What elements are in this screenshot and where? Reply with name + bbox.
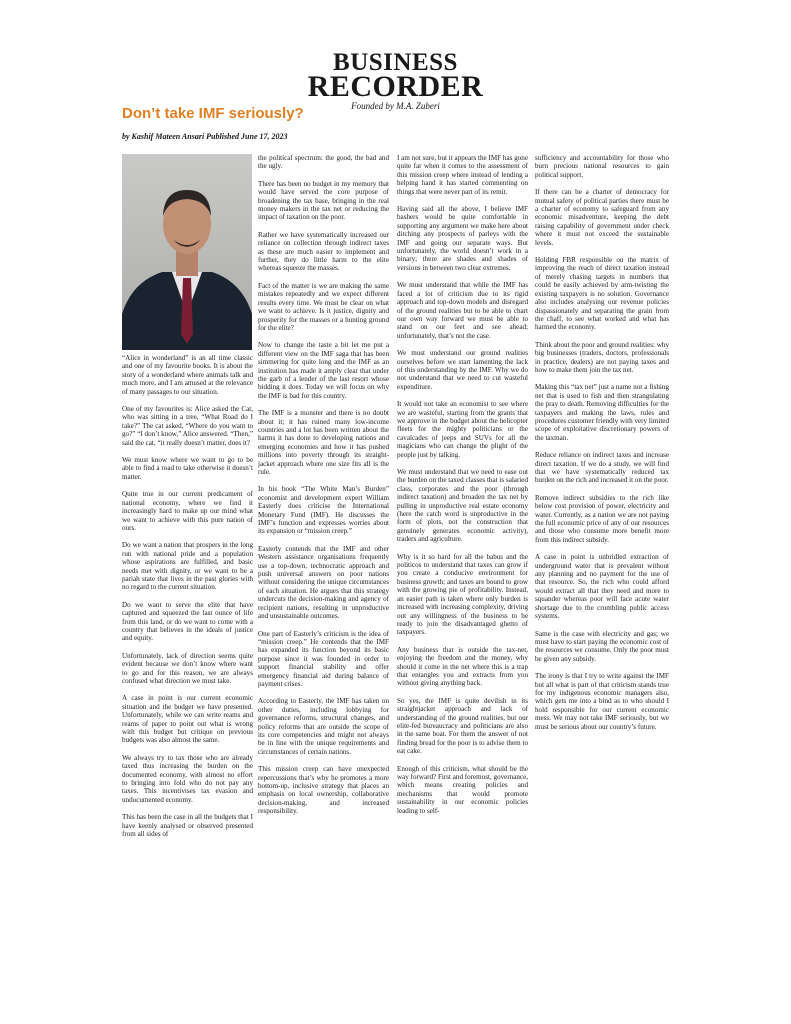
paragraph: Now to change the taste a bit let me put a different view on the IMF saga that has been simmering for quite long and the IMF as an institution has made it amply clear that under the garb of a lender of the last resort whose bidding it does. Today we will focus on why the IMF is bad for this country.: [258, 341, 389, 400]
paragraph: “Alice in wonderland” is an all time classic and one of my favourite books. It is about the story of a wonderland where animals talk and much more, and I am amused at the relevance of many passages to our situation.: [122, 354, 253, 396]
paragraph: Enough of this criticism, what should be the way forward? First and foremost, governance, which means creating policies and mechanisms that would promote sustainability in our economic policies leading to self-: [397, 764, 528, 815]
paragraph: Holding FBR responsible on the matrix of improving the reach of direct taxation instead of merely chasing targets in numbers that could be easily achieved by arm-twisting the existing taxpayers is no solution. Governance also includes analysing our revenue policies dispassionately and separating the grain from the chaff, to see what worked and what has harmed the economy.: [535, 256, 669, 332]
paragraph: A case in point is unbridled extraction of underground water that is prevalent without any planning and no payment for the use of that resource. So, the rich who could afford would extract all that they need and more to squander whereas poor will face acute water shortage due to the crumbling public access systems.: [535, 553, 669, 621]
paragraph: Why is it so hard for all the babus and the politicos to understand that taxes can grow if you create a conducive environment for business growth; and taxes are bound to grow with the growing pie of profitability. Instead, an easier path is taken where only burden is increased with increasing complexity, driving out any willingness of the business to be ready to join the disadvantaged ghetto of taxpayers.: [397, 552, 528, 637]
paragraph: This has been the case in all the budgets that I have keenly analysed or observed presented from all sides of: [122, 813, 253, 839]
article-column-1: [122, 354, 253, 848]
paragraph: So yes, the IMF is quite devilish in its straightjacket approach and lack of understanding of the ground realities, but our elite-fed bureaucracy and politicians are also in the same boat. For them the answer of not finding bread for the poor is to advise them to eat cake.: [397, 696, 528, 756]
article-byline: by Kashif Mateen Ansari Published June 17, 2023: [122, 132, 288, 141]
paragraph: We must know where we want to go to be able to find a road to take otherwise it doesn’t matter.: [122, 456, 253, 481]
paragraph: sufficiency and accountability for those who burn precious national resources to gain political support.: [535, 154, 669, 179]
paragraph: Unfortunately, lack of direction seems quite evident because we don’t know where want to go and for this reason, we are always confused what direction we must take.: [122, 651, 253, 685]
paragraph: We always try to tax those who are already taxed thus increasing the burden on the documented economy, with almost no effort to bringing into fold who do not pay any taxes. This incentivises tax evasion and undocumented economy.: [122, 753, 253, 804]
masthead: [0, 49, 791, 111]
paragraph: One part of Easterly’s criticism is the idea of “mission creep.” He contends that the IMF has expanded its function beyond its basic purpose since it was founded in order to support financial stability and offer emergency financial aid during balance of payment crises.: [258, 629, 389, 688]
paragraph: We must understand that while the IMF has faced a lot of criticism due to its rigid approach and top-down models and disregard of the ground realities but to be able to chart our own way forward we must be able to stand on our feet and see ahead; unfortunately, that’s not the case.: [397, 281, 528, 340]
paragraph: Think about the poor and ground realities: why big businesses (traders, doctors, professionals in practice, dealers) are not paying taxes and how to make them join the tax net.: [535, 340, 669, 374]
paragraph: Fact of the matter is we are making the same mistakes repeatedly and we expect different results every time. We must be clear on what we want to achieve. Is it justice, dignity and prosperity for the masses or a hunting ground for the elite?: [258, 281, 389, 332]
masthead-line-1: BUSINESS: [333, 49, 458, 76]
paragraph: Do we want a nation that prospers in the long run with national pride and a population whose aspirations are fulfilled, and basic needs met with dignity, or we want to be a pariah state that lives in the past glories with no regard to the current situation.: [122, 541, 253, 592]
paragraph: We must understand that we need to ease out the burden on the taxed classes that is salaried class, corporates and the poor (through indirect taxation) and broaden the tax net by pulling in unproductive real estate economy (here the catch word is unproductive in the form of plots, not the construction that genuinely generates economic activity), traders and agriculture.: [397, 468, 528, 544]
paragraph: We must understand our ground realities ourselves before we start lamenting the lack of this understanding by the IMF. Why we do not understand that we need to cut wasteful expenditure.: [397, 349, 528, 391]
paragraph: Easterly contends that the IMF and other Western assistance organisations frequently use a top-down, technocratic approach and push universal answers on poor nations without considering the unique circumstances of each situation. He argues that this strategy undercuts the decision-making and agency of recipient nations, resulting in unproductive and unsustainable outcomes.: [258, 544, 389, 621]
paragraph: Same is the case with electricity and gas; we must have to start paying the economic cost of the resources we consume. Only the poor must be given any subsidy.: [535, 629, 669, 663]
article-column-3: [397, 154, 528, 824]
paragraph: One of my favourites is: Alice asked the Cat, who was sitting in a tree, “What Road do I take?” The cat asked, “Where do you want to go?” “I don’t know,” Alice answered. “Then,” said the cat, “it really doesn’t matter, does it?: [122, 405, 253, 447]
paragraph: Reduce reliance on indirect taxes and increase direct taxation. If we do a study, we will find that we have systematically reduced tax burden on the rich and increased it on the poor.: [535, 451, 669, 485]
paragraph: According to Easterly, the IMF has taken on other duties, including lobbying for governance reforms, structural changes, and policy reforms that are outside the scope of its core competencies and might not always be in line with the unique requirements and circumstances of certain nations.: [258, 697, 389, 756]
author-portrait-icon: [122, 154, 252, 350]
paragraph: It would not take an economist to see where we are wasteful, starting from the grants that we approve in the budget about the helicopter fleets for the mighty politicians or the cavalcades of jeeps and SUVs for all the magicians who can change the plight of the people just by talking.: [397, 400, 528, 459]
paragraph: I am not sure, but it appears the IMF has gone quite far when it comes to the assessment of this mission creep where instead of lending a helping hand it has started commenting on things that were never part of its remit.: [397, 154, 528, 196]
paragraph: Having said all the above, I believe IMF bashers would be quite comfortable in supporting any argument we make here about ditching any prospects of parleys with the IMF and going our separate ways. But unfortunately, the world doesn’t work in a binary; there are shades and shades of versions in between two clear extremes.: [397, 205, 528, 272]
paragraph: The IMF is a monster and there is no doubt about it; it has ruined many low-income countries and a lot has been written about the harms it has done to developing nations and emerging economies and how it has pushed millions into poverty through its straight-jacket approach where one size fits all is the rule.: [258, 409, 389, 476]
article-headline: Don’t take IMF seriously?: [122, 105, 304, 122]
paragraph: the political spectrum: the good, the bad and the ugly.: [258, 154, 389, 171]
paragraph: A case in point is our current economic situation and the budget we have presented. Unfortunately, while we can write reams and reams of paper to point out what is wrong with this budget but critique on previous budgets was also almost the same.: [122, 694, 253, 745]
masthead-founded: Founded by M.A. Zuberi: [351, 101, 440, 111]
paragraph: Making this “tax net” just a name not a fishing net that is used to fish and then strangulating the pray to death. Removing difficulties for the taxpayers and making the laws, rules and procedures customer friendly with very limited scope of exploitative discretionary powers of the taxman.: [535, 383, 669, 442]
masthead-line-2: RECORDER: [307, 70, 484, 103]
paragraph: Remove indirect subsidies to the rich like below cost provision of power, electricity and water. Currently, as a nation we are not paying the full economic price of any of our resources and those who consume more benefit more from this indirect subsidy.: [535, 493, 669, 544]
paragraph: Quite true in our current predicament of national economy, where we find it increasingly hard to make up our mind what we want to achieve with this pure nation of ours.: [122, 490, 253, 532]
paragraph: Rather we have systematically increased our reliance on collection through indirect taxes as these are much easier to implement and further, they do little harm to the elite whereas squeeze the masses.: [258, 230, 389, 273]
paragraph: Any business that is outside the tax-net, enjoying the freedom and the money, why should it come in the net where this is a trap that entangles you and extracts from you without giving anything back.: [397, 645, 528, 688]
paragraph: The irony is that I try to write against the IMF but all what is part of that criticism stands true for my indigenous economic managers also, which gets me into a bind as to who should I hold responsible for our current economic mess. We may not take IMF seriously, but we must be serious about our country’s future.: [535, 672, 669, 731]
article-column-2: [258, 154, 389, 825]
author-photo: [122, 154, 252, 350]
paragraph: If there can be a charter of democracy for mutual safety of political parties there must be a charter of economy to safeguard from any economic misadventure, keeping the debt raising capability of government under check where it must not exceed the sustainable levels.: [535, 188, 669, 247]
paragraph: This mission creep can have unexpected repercussions that’s why he promotes a more bottom-up, inclusive strategy that places an emphasis on local ownership, collaborative decision-making, and increased responsibility.: [258, 765, 389, 816]
paragraph: Do we want to serve the elite that have captured and squeezed the last ounce of life from this land, or do we want to come with a country that believes in the ideals of justice and equity.: [122, 600, 253, 643]
article-column-4: [535, 154, 669, 740]
paragraph: There has been no budget in my memory that would have served the core purpose of broadening the tax base, bringing in the real money makers in the tax net or reducing the impact of taxation on the poor.: [258, 179, 389, 222]
paragraph: In his book “The White Man’s Burden” economist and development expert William Easterly does criticise the International Monetary Fund (IMF). He discusses the IMF’s function and expresses worries about its expansion or “mission creep.”: [258, 485, 389, 536]
